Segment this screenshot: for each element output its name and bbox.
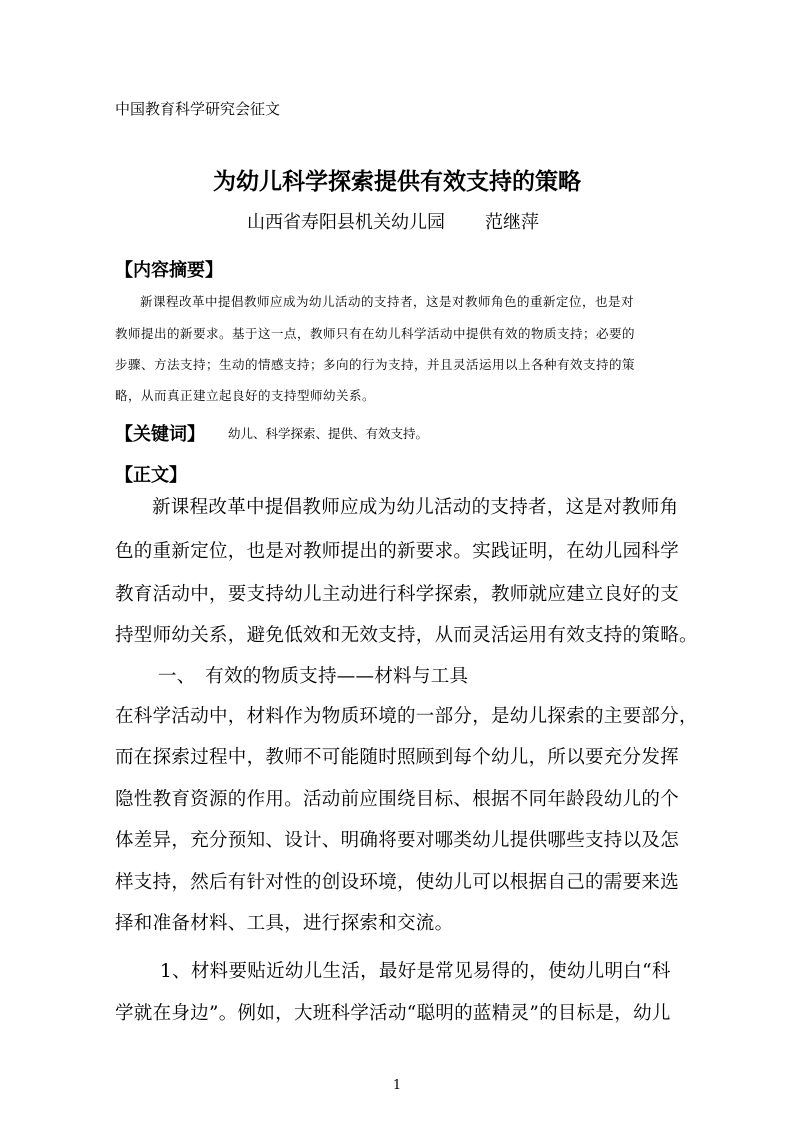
body-line: 隐性教育资源的作用。活动前应围绕目标、根据不同年龄段幼儿的个 — [115, 789, 680, 810]
abstract-line: 新课程改革中提倡教师应成为幼儿活动的支持者，这是对教师角色的重新定位，也是对 — [140, 294, 635, 309]
body-line: 持型师幼关系，避免低效和无效支持，从而灵活运用有效支持的策略。 — [115, 625, 698, 646]
author: 范继萍 — [485, 212, 539, 233]
body-line: 色的重新定位，也是对教师提出的新要求。实践证明，在幼儿园科学 — [115, 541, 680, 562]
body-heading: 【正文】 — [115, 465, 187, 486]
body-line: 教育活动中，要支持幼儿主动进行科学探索，教师就应建立良好的支 — [115, 584, 680, 605]
body-line: 在科学活动中，材料作为物质环境的一部分，是幼儿探索的主要部分， — [115, 706, 698, 727]
body-line: 而在探索过程中，教师不可能随时照顾到每个幼儿，所以要充分发挥 — [115, 747, 680, 768]
byline — [247, 208, 539, 234]
abstract-line: 步骤、方法支持；生动的情感支持；多向的行为支持，并且灵活运用以上各种有效支持的策 — [115, 357, 636, 372]
body-line: 学就在身边”。例如，大班科学活动“聪明的蓝精灵”的目标是，幼儿 — [115, 1003, 671, 1024]
page-title: 为幼儿科学探索提供有效支持的策略 — [213, 169, 581, 195]
header-note: 中国教育科学研究会征文 — [115, 100, 281, 118]
keywords-heading: 【关键词】 — [115, 424, 205, 445]
body-line: 择和准备材料、工具，进行探索和交流。 — [115, 913, 454, 934]
affiliation: 山西省寿阳县机关幼儿园 — [247, 212, 445, 233]
section-heading: 一、 有效的物质支持——材料与工具 — [158, 666, 469, 687]
body-line: 体差异，充分预知、设计、明确将要对哪类幼儿提供哪些支持以及怎 — [115, 830, 680, 851]
abstract-line: 教师提出的新要求。基于这一点，教师只有在幼儿科学活动中提供有效的物质支持；必要的 — [115, 326, 636, 341]
body-line: 1、材料要贴近幼儿生活，最好是常见易得的，使幼儿明白“科 — [160, 961, 671, 982]
abstract-heading: 【内容摘要】 — [115, 260, 223, 281]
abstract-line: 略，从而真正建立起良好的支持型师幼关系。 — [115, 388, 376, 403]
keywords-text: 幼儿、科学探索、提供、有效支持。 — [228, 426, 429, 441]
body-line: 样支持，然后有针对性的创设环境，使幼儿可以根据自己的需要来选 — [115, 872, 680, 893]
page-number: 1 — [392, 1078, 402, 1093]
body-line: 新课程改革中提倡教师应成为幼儿活动的支持者，这是对教师角 — [152, 497, 679, 518]
